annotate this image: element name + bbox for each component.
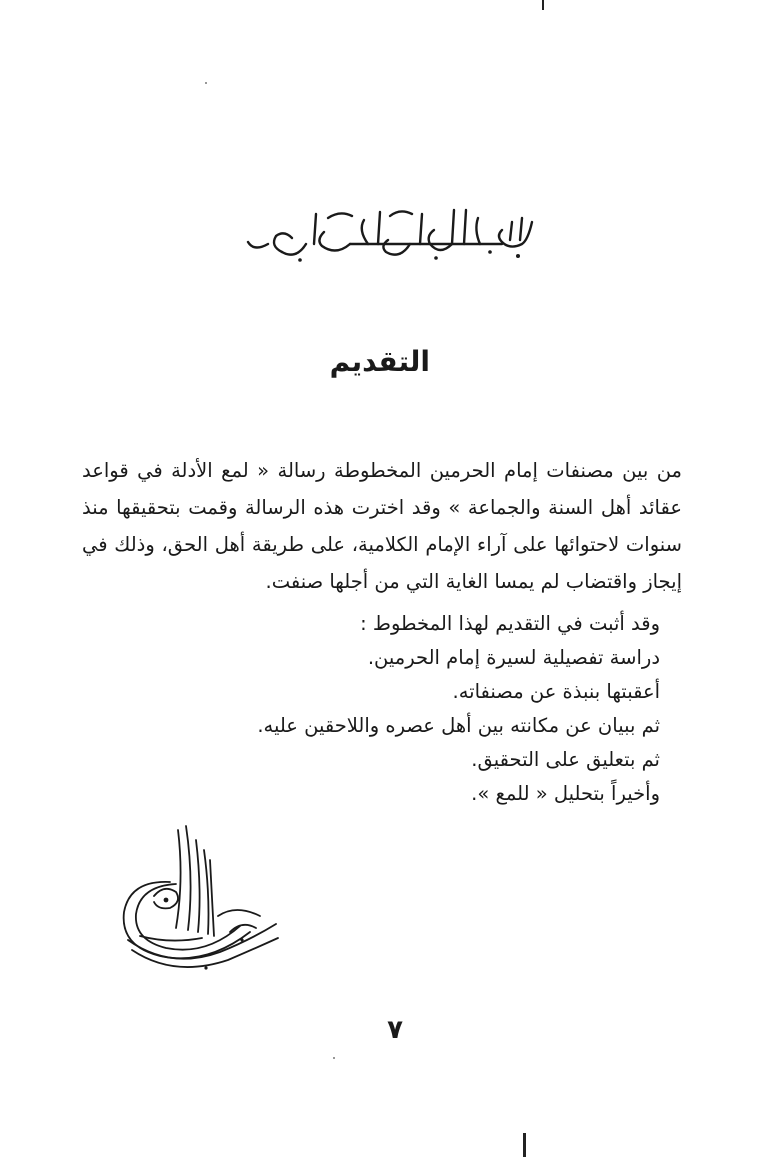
intro-paragraph: من بين مصنفات إمام الحرمين المخطوطة رسالة « لمع الأدلة في قواعد عقائد أهل السنة والجماعة » وقد اخترت هذه الرسالة وقمت بتحقيقها منذ سنوات لاحتوائها على آراء الإمام الكلامية، على طريقة أهل الحق، وذلك في إيجاز واقتضاب لم يمسا الغاية التي من أجلها صنفت. (82, 459, 682, 593)
page-number: ٧ (387, 1015, 403, 1045)
contents-list (240, 607, 660, 811)
scan-speck (333, 1057, 335, 1059)
list-item: أعقبتها بنبذة عن مصنفاته. (452, 680, 660, 703)
basmala-calligraphy (240, 200, 540, 270)
list-item: وقد أثبت في التقديم لهذا المخطوط : (360, 612, 660, 635)
scan-mark-top (542, 0, 544, 10)
scan-speck (205, 82, 207, 84)
list-item: ثم بتعليق على التحقيق. (471, 748, 660, 771)
section-title: التقديم (329, 345, 430, 378)
list-item: وأخيراً بتحليل « للمع ». (471, 782, 660, 805)
scan-mark-bottom (523, 1133, 526, 1157)
list-item: ثم ببيان عن مكانته بين أهل عصره واللاحقين عليه. (257, 714, 660, 737)
signature-calligraphy (110, 820, 280, 985)
list-item: دراسة تفصيلية لسيرة إمام الحرمين. (367, 646, 660, 669)
